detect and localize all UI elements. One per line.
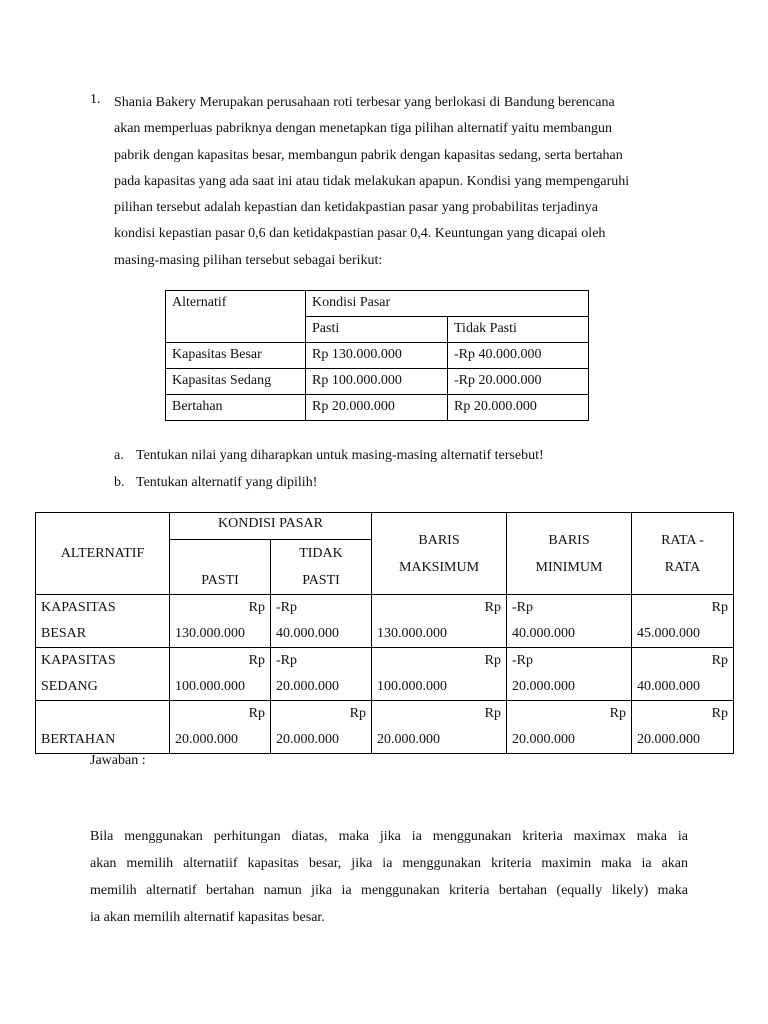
header-line: MAKSIMUM	[398, 559, 480, 575]
minimum-cell	[507, 648, 632, 701]
question-line: pabrik dengan kapasitas besar, membangun pabrik dengan kapasitas sedang, serta bertahan	[114, 147, 623, 163]
pasti-cell	[170, 701, 271, 754]
question-number: 1.	[90, 92, 101, 107]
payoff-table	[165, 290, 589, 421]
maksimum-cell	[372, 648, 507, 701]
alt-line: KAPASITAS	[41, 600, 116, 615]
question-line: pada kapasitas yang ada saat ini atau tidak melakukan apapun. Kondisi yang mempengaruhi	[114, 173, 630, 189]
pasti-cell: Rp 100.000.000	[306, 369, 448, 395]
alt-cell	[36, 648, 170, 701]
alt-line: SEDANG	[41, 679, 98, 694]
currency: Rp	[248, 600, 265, 615]
currency: Rp	[711, 706, 728, 721]
conclusion-line: memilih alternatif bertahan namun jika ia menggunakan kriteria bertahan (equally likely) maka	[90, 883, 688, 898]
header-alternatif: ALTERNATIF	[36, 513, 170, 595]
task-text: Tentukan nilai yang diharapkan untuk masing-masing alternatif tersebut!	[136, 448, 544, 463]
header-line: TIDAK	[299, 546, 343, 561]
amount: 40.000.000	[276, 626, 339, 641]
currency: Rp	[248, 653, 265, 668]
tidak-pasti-cell	[271, 701, 372, 754]
question-line: Shania Bakery Merupakan perusahaan roti terbesar yang berlokasi di Bandung berencana	[114, 95, 615, 110]
header-kondisi-pasar: Kondisi Pasar	[306, 291, 589, 317]
rata-rata-cell	[632, 648, 734, 701]
tidak-pasti-cell: Rp 20.000.000	[448, 395, 589, 421]
header-line: BARIS	[418, 532, 460, 548]
alt-cell: Bertahan	[166, 395, 306, 421]
rata-rata-cell	[632, 595, 734, 648]
pasti-cell	[170, 648, 271, 701]
amount: 130.000.000	[377, 626, 447, 641]
tidak-pasti-cell	[271, 648, 372, 701]
amount: 20.000.000	[276, 679, 339, 694]
table-row	[166, 343, 589, 369]
amount: 130.000.000	[175, 626, 245, 641]
minimum-cell	[507, 701, 632, 754]
currency: Rp	[609, 706, 626, 721]
conclusion-line: ia akan memilih alternatif kapasitas besar.	[90, 910, 325, 925]
amount: 20.000.000	[637, 732, 700, 747]
conclusion-text	[90, 823, 688, 931]
amount: 100.000.000	[175, 679, 245, 694]
table-row	[36, 648, 734, 701]
task-label: a.	[114, 448, 124, 463]
alt-cell	[36, 701, 170, 754]
header-line: BARIS	[548, 532, 590, 548]
conclusion-line: Bila menggunakan perhitungan diatas, maka jika ia menggunakan kriteria maximax maka ia	[90, 829, 688, 844]
header-line: RATA	[664, 559, 701, 575]
alt-line: KAPASITAS	[41, 653, 116, 668]
answer-label: Jawaban :	[90, 753, 146, 768]
maksimum-cell	[372, 595, 507, 648]
alt-line	[41, 701, 164, 727]
currency: -Rp	[512, 600, 533, 615]
amount: 20.000.000	[175, 732, 238, 747]
tidak-pasti-cell: -Rp 40.000.000	[448, 343, 589, 369]
header-pasti: Pasti	[306, 317, 448, 343]
amount: 20.000.000	[512, 679, 575, 694]
alt-line: BESAR	[41, 626, 87, 641]
amount: 20.000.000	[512, 732, 575, 747]
amount: 20.000.000	[276, 732, 339, 747]
currency: -Rp	[276, 600, 297, 615]
minimum-cell	[507, 595, 632, 648]
amount: 40.000.000	[637, 679, 700, 694]
rata-rata-cell	[632, 701, 734, 754]
amount: 100.000.000	[377, 679, 447, 694]
tidak-pasti-cell	[271, 595, 372, 648]
header-rata-rata	[632, 513, 734, 595]
currency: Rp	[349, 706, 366, 721]
alt-cell	[36, 595, 170, 648]
tidak-pasti-cell: -Rp 20.000.000	[448, 369, 589, 395]
task-label: b.	[114, 475, 125, 490]
currency: Rp	[484, 653, 501, 668]
task-text: Tentukan alternatif yang dipilih!	[136, 475, 318, 490]
header-pasti: PASTI	[170, 540, 271, 595]
alt-cell: Kapasitas Besar	[166, 343, 306, 369]
task-b	[114, 475, 317, 491]
table-row	[36, 595, 734, 648]
question-line: pilihan tersebut adalah kepastian dan ketidakpastian pasar yang probabilitas terjadinya	[114, 200, 598, 216]
header-tidak-pasti: Tidak Pasti	[448, 317, 589, 343]
question-line: kondisi kepastian pasar 0,6 dan ketidakpastian pasar 0,4. Keuntungan yang dicapai oleh	[114, 226, 606, 242]
table-row	[36, 701, 734, 754]
header-line: RATA -	[661, 532, 704, 548]
pasti-cell	[170, 595, 271, 648]
currency: -Rp	[512, 653, 533, 668]
currency: Rp	[484, 600, 501, 615]
question-text	[114, 90, 630, 274]
decision-table	[35, 512, 734, 754]
amount: 20.000.000	[377, 732, 440, 747]
amount: 40.000.000	[512, 626, 575, 641]
header-line: MINIMUM	[535, 559, 603, 575]
table-row	[166, 369, 589, 395]
header-alternatif: Alternatif	[166, 291, 306, 343]
header-kondisi-pasar: KONDISI PASAR	[170, 513, 372, 540]
maksimum-cell	[372, 701, 507, 754]
currency: Rp	[248, 706, 265, 721]
currency: Rp	[711, 600, 728, 615]
question-line: akan memperluas pabriknya dengan menetapkan tiga pilihan alternatif yaitu membangun	[114, 121, 612, 137]
header-baris-minimum	[507, 513, 632, 595]
amount: 45.000.000	[637, 626, 700, 641]
table-row	[166, 395, 589, 421]
question-line: masing-masing pilihan tersebut sebagai berikut:	[114, 252, 383, 268]
currency: Rp	[484, 706, 501, 721]
conclusion-line: akan memilih alternatiif kapasitas besar, jika ia menggunakan kriteria maximin maka ia akan	[90, 856, 688, 871]
header-baris-maksimum	[372, 513, 507, 595]
task-a	[114, 448, 544, 464]
alt-cell: Kapasitas Sedang	[166, 369, 306, 395]
currency: -Rp	[276, 653, 297, 668]
alt-line: BERTAHAN	[41, 732, 116, 747]
header-line: PASTI	[302, 573, 340, 588]
header-tidak-pasti	[271, 540, 372, 595]
currency: Rp	[711, 653, 728, 668]
pasti-cell: Rp 20.000.000	[306, 395, 448, 421]
pasti-cell: Rp 130.000.000	[306, 343, 448, 369]
